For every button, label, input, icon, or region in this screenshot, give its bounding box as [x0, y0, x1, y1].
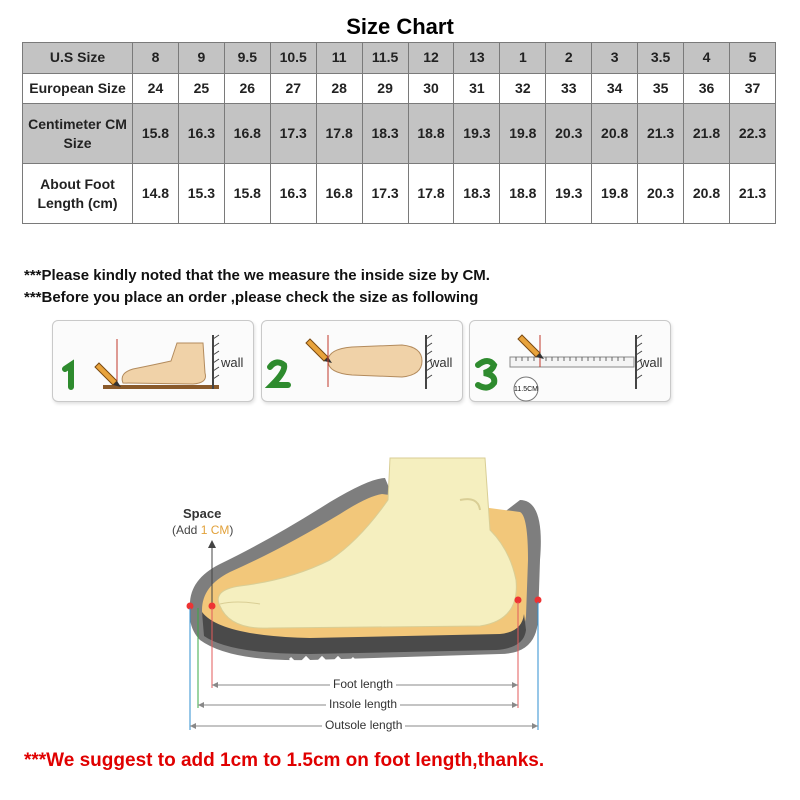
table-cell: 15.8: [224, 164, 270, 224]
table-cell: 18.8: [408, 104, 454, 164]
table-cell: 16.3: [178, 104, 224, 164]
space-label: Space: [183, 506, 222, 521]
table-row: [23, 164, 776, 224]
table-cell: 17.3: [362, 164, 408, 224]
table-cell: 10.5: [270, 43, 316, 74]
row-header: About Foot Length (cm): [23, 164, 133, 224]
step-1-panel: [52, 320, 254, 402]
insole-length-label: Insole length: [326, 697, 400, 711]
step-2-wall-label: wall: [430, 355, 453, 370]
table-cell: 36: [684, 73, 730, 104]
table-cell: 17.3: [270, 104, 316, 164]
size-suggestion: ***We suggest to add 1cm to 1.5cm on foot length,thanks.: [24, 750, 545, 771]
table-cell: 25: [178, 73, 224, 104]
table-cell: 9: [178, 43, 224, 74]
table-cell: 16.3: [270, 164, 316, 224]
row-header: Centimeter CM Size: [23, 104, 133, 164]
table-cell: 2: [546, 43, 592, 74]
table-cell: 24: [133, 73, 179, 104]
row-header: U.S Size: [23, 43, 133, 74]
shoe-fit-diagram: [160, 440, 560, 740]
table-cell: 21.8: [684, 104, 730, 164]
table-cell: 35: [638, 73, 684, 104]
table-cell: 21.3: [729, 164, 775, 224]
table-cell: 27: [270, 73, 316, 104]
table-row: [23, 73, 776, 104]
table-cell: 30: [408, 73, 454, 104]
outsole-length-label: Outsole length: [322, 718, 405, 732]
table-cell: 1: [500, 43, 546, 74]
step-2-panel: [261, 320, 463, 402]
table-cell: 32: [500, 73, 546, 104]
table-cell: 16.8: [224, 104, 270, 164]
row-header: European Size: [23, 73, 133, 104]
table-cell: 22.3: [729, 104, 775, 164]
table-cell: 34: [592, 73, 638, 104]
table-cell: 14.8: [133, 164, 179, 224]
note-check-size: ***Before you place an order ,please check the size as following: [24, 289, 479, 306]
table-cell: 3: [592, 43, 638, 74]
table-cell: 19.8: [592, 164, 638, 224]
table-cell: 5: [729, 43, 775, 74]
step-3-ruler-reading: 11.5CM: [514, 386, 538, 393]
table-cell: 18.3: [454, 164, 500, 224]
table-cell: 31: [454, 73, 500, 104]
table-cell: 18.8: [500, 164, 546, 224]
table-cell: 19.3: [454, 104, 500, 164]
table-cell: 18.3: [362, 104, 408, 164]
table-cell: 20.3: [638, 164, 684, 224]
table-cell: 20.3: [546, 104, 592, 164]
table-cell: 37: [729, 73, 775, 104]
chart-title: Size Chart: [346, 14, 454, 39]
note-measure-inside: ***Please kindly noted that the we measure the inside size by CM.: [24, 267, 490, 284]
space-note-value: 1 CM: [200, 523, 230, 537]
foot-length-label: Foot length: [330, 677, 396, 691]
table-cell: 20.8: [592, 104, 638, 164]
size-table: [22, 42, 776, 224]
step-1-wall-label: wall: [221, 355, 244, 370]
table-cell: 4: [684, 43, 730, 74]
table-row: [23, 43, 776, 74]
table-cell: 21.3: [638, 104, 684, 164]
table-cell: 16.8: [316, 164, 362, 224]
table-cell: 11.5: [362, 43, 408, 74]
table-row: [23, 104, 776, 164]
step-3-panel: [469, 320, 671, 402]
table-cell: 11: [316, 43, 362, 74]
table-cell: 17.8: [408, 164, 454, 224]
table-cell: 28: [316, 73, 362, 104]
table-cell: 19.8: [500, 104, 546, 164]
table-cell: 17.8: [316, 104, 362, 164]
table-cell: 15.8: [133, 104, 179, 164]
measuring-steps: [52, 320, 672, 404]
table-cell: 9.5: [224, 43, 270, 74]
table-cell: 8: [133, 43, 179, 74]
step-3-wall-label: wall: [640, 355, 663, 370]
shoe-illustration: [160, 440, 560, 740]
table-cell: 20.8: [684, 164, 730, 224]
table-cell: 15.3: [178, 164, 224, 224]
table-cell: 3.5: [638, 43, 684, 74]
table-cell: 26: [224, 73, 270, 104]
table-cell: 13: [454, 43, 500, 74]
space-note: (Add 1 CM): [172, 523, 234, 537]
table-cell: 19.3: [546, 164, 592, 224]
table-cell: 12: [408, 43, 454, 74]
table-cell: 33: [546, 73, 592, 104]
table-cell: 29: [362, 73, 408, 104]
